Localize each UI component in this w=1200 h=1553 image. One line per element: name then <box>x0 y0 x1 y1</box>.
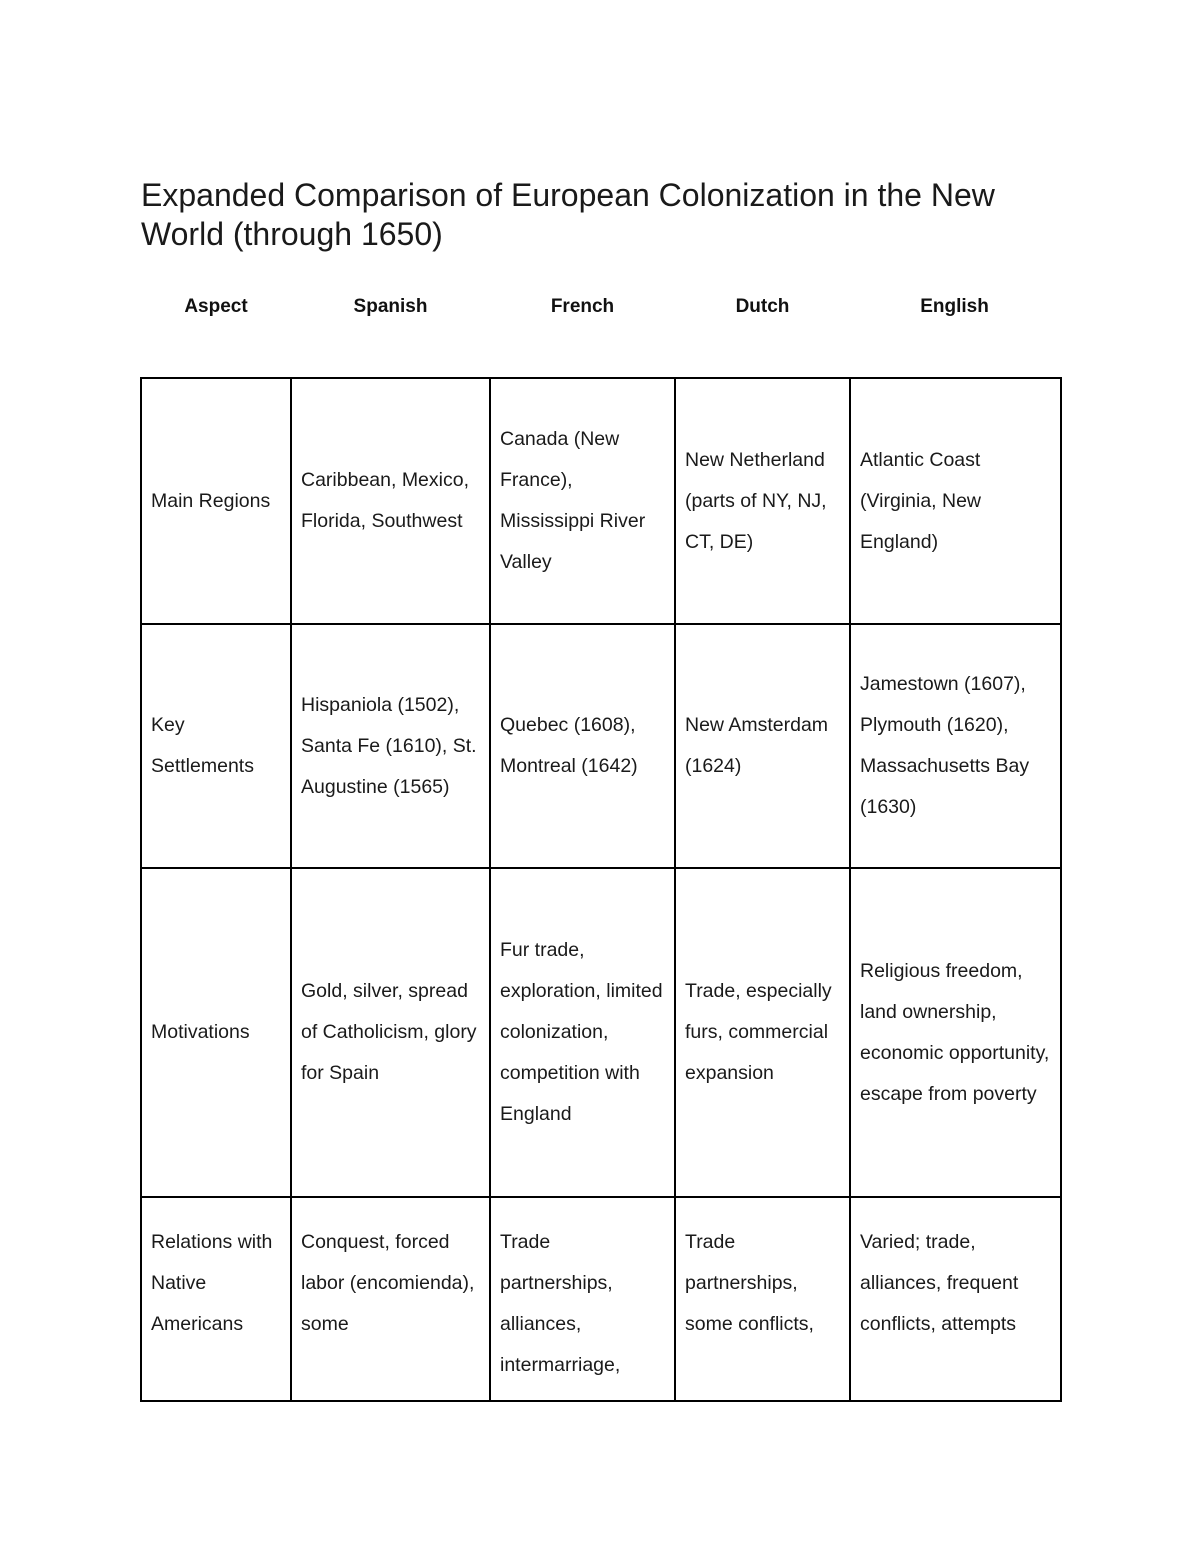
cell-english: Varied; trade, alliances, frequent conflicts, attempts <box>850 1197 1061 1401</box>
cell-dutch: Trade, especially furs, commercial expansion <box>675 868 850 1197</box>
column-header-english: English <box>920 296 989 317</box>
comparison-table <box>140 377 1062 1402</box>
cell-french: Fur trade, exploration, limited colonization, competition with England <box>490 868 675 1197</box>
cell-aspect: Relations with Native Americans <box>141 1197 291 1401</box>
table-row-motivations <box>141 868 1061 1197</box>
cell-spanish: Gold, silver, spread of Catholicism, glory for Spain <box>291 868 490 1197</box>
page-title: Expanded Comparison of European Colonization in the New World (through 1650) <box>141 177 995 252</box>
column-header-french: French <box>550 296 615 317</box>
column-header-dutch: Dutch <box>735 296 790 317</box>
column-header-aspect: Aspect <box>184 296 248 317</box>
column-header-spanish: Spanish <box>353 296 428 317</box>
cell-french: Trade partnerships, alliances, intermarriage, <box>490 1197 675 1401</box>
cell-aspect: Main Regions <box>141 378 291 624</box>
cell-spanish: Caribbean, Mexico, Florida, Southwest <box>291 378 490 624</box>
table-row-native-relations <box>141 1197 1061 1401</box>
cell-french: Canada (New France), Mississippi River Valley <box>490 378 675 624</box>
cell-dutch: New Netherland (parts of NY, NJ, CT, DE) <box>675 378 850 624</box>
cell-spanish: Conquest, forced labor (encomienda), some <box>291 1197 490 1401</box>
cell-spanish: Hispaniola (1502), Santa Fe (1610), St. Augustine (1565) <box>291 624 490 868</box>
cell-english: Atlantic Coast (Virginia, New England) <box>850 378 1061 624</box>
cell-dutch: Trade partnerships, some conflicts, <box>675 1197 850 1401</box>
cell-dutch: New Amsterdam (1624) <box>675 624 850 868</box>
table-row-key-settlements <box>141 624 1061 868</box>
column-header-row <box>141 292 1059 322</box>
cell-english: Jamestown (1607), Plymouth (1620), Massachusetts Bay (1630) <box>850 624 1061 868</box>
cell-english: Religious freedom, land ownership, economic opportunity, escape from poverty <box>850 868 1061 1197</box>
cell-aspect: Motivations <box>141 868 291 1197</box>
table-row-main-regions <box>141 378 1061 624</box>
cell-french: Quebec (1608), Montreal (1642) <box>490 624 675 868</box>
cell-aspect: Key Settlements <box>141 624 291 868</box>
